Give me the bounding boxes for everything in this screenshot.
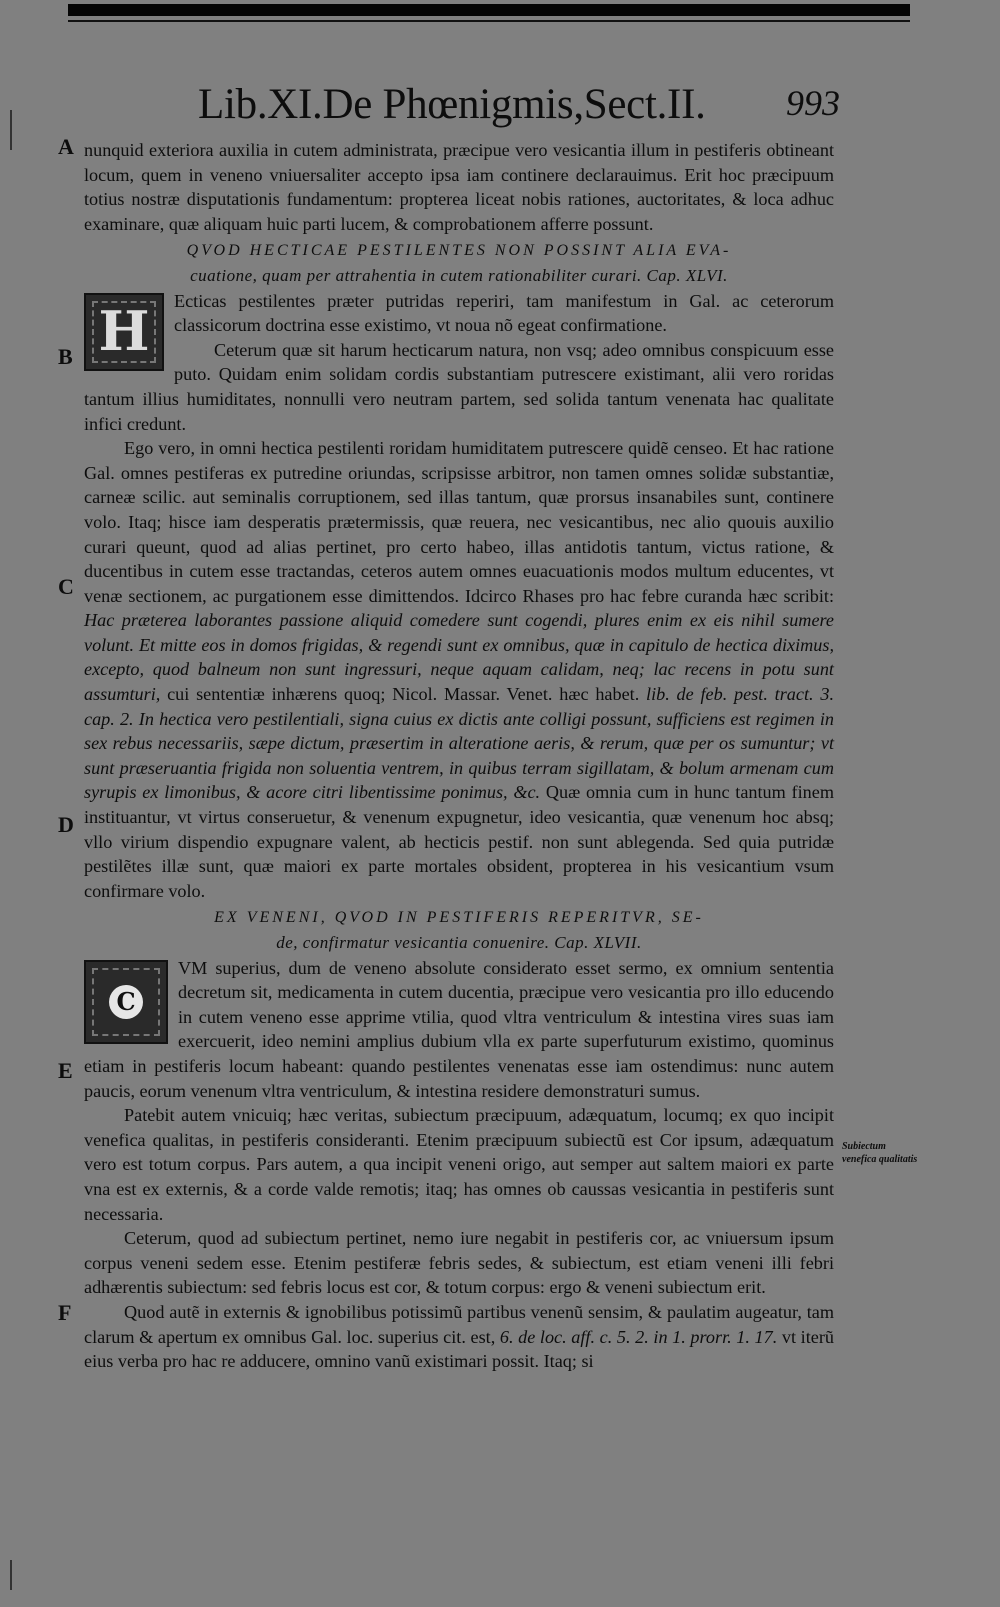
page-edge-mark <box>10 110 12 150</box>
paragraph-text: Ego vero, in omni hectica pestilenti roridam humiditatem putrescere quidẽ censeo. Et hac ratione Gal. omnes pestiferas ex putredine oriundas, scripsisse arbitror, non tamen omnes solidæ substantiæ, carneæ scilic. aut seminalis corruptionem, sed illas tantum, quæ prorsus insanabiles sunt, continere volo. Itaq; hisce iam desperatis prætermissis, quæ reuera, nec vesicantibus, nec alio quouis auxilio curari queunt, quod ad alias pertinet, pro certo habeo, illas antidotis tantum, victus ratione, & ducentibus in cutem esse tractandas, ceteros autem omnes euacuationis modos multum educentes, vt venæ sectionem, ac purgationem esse dimittendos. Idcirco Rhases pro hac febre curanda hæc scribit: <box>84 438 834 606</box>
paragraph: Patebit autem vnicuiq; hæc veritas, subiectum præcipuum, adæquatum, locumq; ex quo incipit venefica qualitas, in pestiferis consideranti. Etenim præcipuum subiectũ est Cor ipsum, adæquatum vero est totum corpus. Pars autem, a qua incipit veneni origo, aut semper aut saltem maiori ex parte vna est ex externis, & a corde valde remotis; itaq; has omnes ob caussas vesicantia in pestiferis sunt necessaria. <box>84 1105 834 1224</box>
margin-letter-c: C <box>58 574 74 599</box>
margin-letter-b: B <box>58 344 73 369</box>
chapter-47-subtitle: de, confirmatur vesicantia conuenire. Cap. XLVII. <box>276 933 642 952</box>
margin-letter-d: D <box>58 812 74 837</box>
top-rule-thin <box>68 20 910 22</box>
massaria-quote: In hectica vero pestilentiali, signa cuius ex dictis ante colligi possunt, sufficiens est regimen in sex rebus necessariis, sæpe dictum, præsertim in alteratione aeris, & rerum, quæ per os sumuntur; vt sunt præseruantia frigida non soluentia ventrem, in quibus terram sigillatam, & bolum armenam cum syrupis ex limonibus, & acore citri libentissime ponimus, &c. <box>84 708 835 803</box>
paragraph: nunquid exteriora auxilia in cutem administrata, præcipue vero vesicantia illum in pestiferis obtineant locum, quem in veneno vniuersaliter accepto ipsa iam continere declarauimus. Erit hoc præcipuum totius nostræ disputationis fundamentum: propterea liceat nobis rationes, auctoritates, & loca adhuc examinare, quæ aliquam huic parti lucem, & comprobationem afferre possunt. <box>84 140 834 234</box>
paragraph <box>84 436 834 903</box>
paragraph: Ecticas pestilentes præter putridas reperiri, tam manifestum in Gal. ac ceterorum classicorum doctrina esse existimo, vt noua nõ egeat confirmatione. <box>174 290 834 336</box>
paragraph <box>84 1300 834 1374</box>
page-edge-mark <box>10 1560 12 1590</box>
citation: 6. de loc. aff. c. 5. 2. in 1. prorr. 1. 17. <box>499 1326 778 1347</box>
page-header <box>180 80 840 140</box>
rhases-quote: Hac præterea laborantes passione aliquid comedere sunt cogendi, plures enim ex eis nihil sumere volunt. Et mitte eos in domos frigidas, & regendi sunt ex omnibus, quæ in capitulo de hectica diximus, excepto, quod balneum non sunt ingressuri, neque aquam calidam, neq; lac recens in potu sunt assumturi, <box>84 610 834 705</box>
initial-letter: C <box>109 985 143 1019</box>
decorated-initial-c <box>84 960 168 1044</box>
chapter-46-opening <box>84 289 834 437</box>
paragraph: Ceterum, quod ad subiectum pertinet, nemo iure negabit in pestiferis cor, ac vniuersum ipsum corpus veneni sedem esse. Etenim pestiferæ febris sedes, & subiectum, est etiam veneni illi febri adhærentis subiectum: sed febris locus est cor, & totum corpus: ergo & veneni subiectum erit. <box>84 1228 834 1298</box>
paragraph-text: cui sententiæ inhærens quoq; Nicol. Massar. Venet. hæc habet. <box>167 684 640 705</box>
chapter-46-subtitle: cuatione, quam per attrahentia in cutem rationabiliter curari. Cap. XLVI. <box>190 265 728 285</box>
citation: lib. de feb. pest. tract. 3. cap. 2. <box>84 684 834 729</box>
chapter-46-title <box>84 238 834 288</box>
chapter-46-title-caps: QVOD HECTICAE PESTILENTES NON POSSINT ALIA EVA- <box>186 242 732 260</box>
paragraph: Ceterum quæ sit harum hecticarum natura, non vsq; adeo omnibus conspicuum esse puto. Quidam enim solidam cordis substantiam putrescere existimant, alii vero roridas tantum illius humiditates, nonnulli vero neutram partem, sed solida tantum venenata hac qualitate infici credunt. <box>84 339 834 434</box>
chapter-47-title <box>84 905 834 955</box>
margin-letter-e: E <box>58 1058 73 1083</box>
decorated-initial-h <box>84 293 164 371</box>
paragraph-text: Quod autẽ in externis & ignobilibus potissimũ partibus venenũ sensim, & paulatim augeatur, tam clarum & apertum ex omnibus Gal. loc. superius cit. est, <box>84 1301 834 1347</box>
body-text <box>84 138 834 1374</box>
paragraph: VM superius, dum de veneno absolute considerato esset sermo, ex omnium sententia decretum sit, medicamenta in cutem ducentia, præcipue vero vesicantia pro illo educendo in cutem veneno esse apprime vtilia, quod vltra ventriculum & intestina vires suas iam exercuerit, ideo nemini amplius dubium vlla ex parte superfuturum existimo, quominus etiam in pestiferis locum habeant: quando pestilentes venenatas esse iam ostendimus: nunc autem paucis, eorum venenum vltra ventriculum, & intestina residere demonstraturi sumus. <box>84 957 834 1101</box>
margin-note: Subiectum venefica qualitatis <box>842 1141 918 1165</box>
chapter-47-title-caps: EX VENENI, QVOD IN PESTIFERIS REPERITVR, SE- <box>214 909 704 927</box>
initial-letter: H <box>98 299 150 364</box>
chapter-47-opening <box>84 956 834 1104</box>
running-head: Lib.XI.De Phœnigmis,Sect.II. <box>198 81 706 128</box>
margin-letter-f: F <box>58 1300 72 1325</box>
paragraph-text: Quæ omnia cum in hunc tantum finem instituantur, vt virtus conseruetur, & venenum expugnetur, ideo vesicantia, quæ venenum hoc absq; vllo virium dispendio expugnare valent, ab hecticis pestif. non sunt ablegenda. Sed quia putridæ pestilẽtes illæ sunt, quæ maiori ex parte mortales obsident, propterea in his vesicantium vsum confirmare volo. <box>84 782 834 901</box>
paragraph-text: vt iterũ eius verba pro hac re adducere, omnino vanũ existimari possit. Itaq; si <box>84 1326 835 1372</box>
margin-letter-a: A <box>58 134 74 159</box>
page-number: 993 <box>786 83 840 123</box>
top-rule <box>68 4 910 16</box>
